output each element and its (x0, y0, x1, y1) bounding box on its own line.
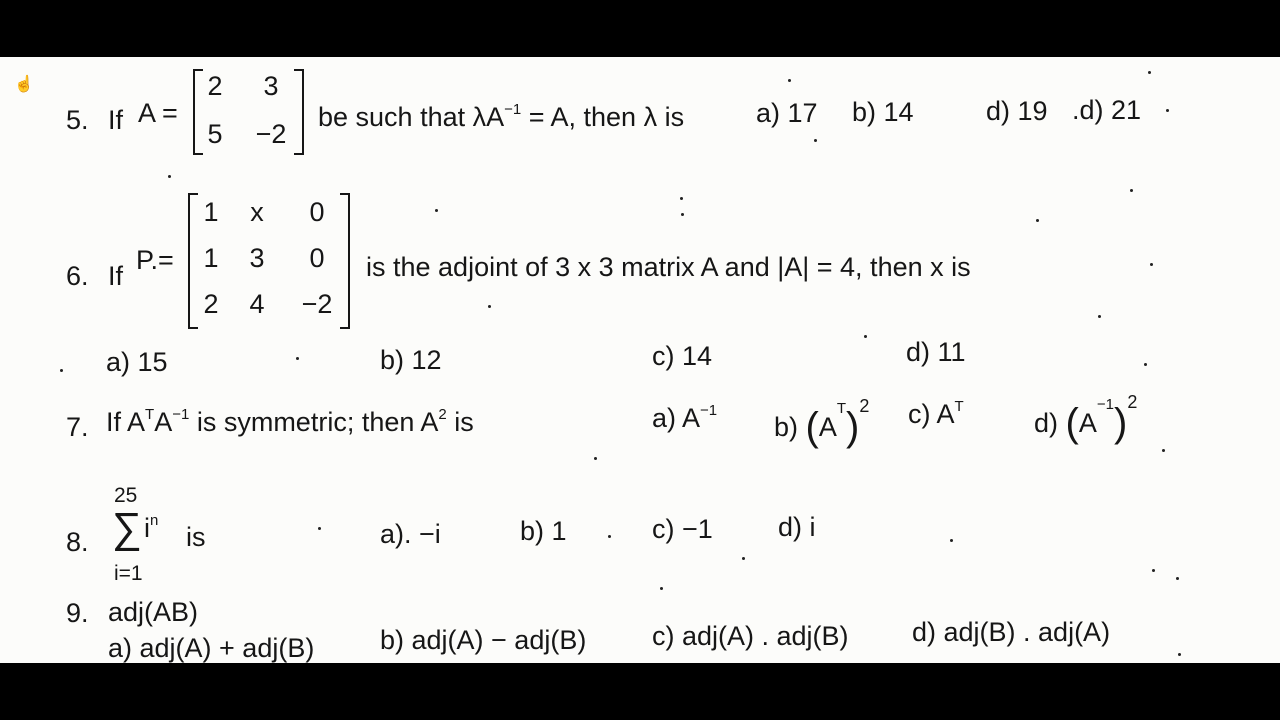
matrix-cell: −2 (255, 119, 287, 149)
question-number: 8. (66, 527, 89, 557)
question-text: be such that $\lambda A^{-1} = A$, then λ is (318, 101, 685, 132)
matrix-cell: 1 (203, 243, 219, 273)
question-text: is (186, 522, 206, 552)
question-text: adj(AB) (108, 597, 199, 627)
option-d: d) $(A^{-1})^2$ (1034, 392, 1138, 445)
option-d: d) adj(B) . adj(A) (912, 617, 1111, 647)
option-a: a). −i (380, 519, 441, 549)
option-b: b) 1 (520, 516, 567, 546)
option-d-second: .d) 21 (1072, 95, 1142, 125)
option-a: a) 15 (106, 347, 168, 377)
if-label: If (108, 105, 124, 135)
option-d: d) 11 (906, 337, 966, 367)
option-c: c) −1 (652, 514, 713, 544)
matrix-name: P.= (136, 245, 174, 275)
sum-upper-limit: 25 (114, 484, 138, 507)
option-c: c) adj(A) . adj(B) (652, 621, 849, 651)
option-a: a) $A^{-1}$ (652, 402, 718, 433)
if-label: If (108, 261, 124, 291)
matrix-cell: 4 (249, 289, 265, 319)
matrix-cell: 2 (207, 71, 223, 101)
worksheet-page (0, 57, 1280, 663)
option-a: a) 17 (756, 98, 818, 128)
option-d: d) 19 (986, 96, 1048, 126)
sum-term: $i^n$ (144, 512, 159, 543)
option-a: a) adj(A) + adj(B) (108, 633, 315, 663)
hand-pointer-icon: ☝ (14, 76, 34, 93)
question-number: 9. (66, 598, 89, 628)
matrix-cell: 0 (309, 197, 325, 227)
option-c: c) 14 (652, 341, 713, 371)
matrix-cell: 1 (203, 197, 219, 227)
option-b: b) 12 (380, 345, 442, 375)
option-c: c) $A^T$ (908, 398, 964, 429)
sum-symbol: ∑ (112, 504, 142, 551)
question-number: 6. (66, 261, 89, 291)
matrix-cell: 5 (207, 119, 223, 149)
question-text: is the adjoint of 3 x 3 matrix A and |A| = 4, then x is (366, 252, 971, 282)
sum-lower-limit: i=1 (114, 562, 143, 585)
matrix-name: A = (138, 98, 178, 128)
option-d: d) i (778, 512, 816, 542)
matrix-right-bracket (294, 69, 304, 155)
matrix-cell: 0 (309, 243, 325, 273)
question-text: If $A^TA^{-1}$ is symmetric; then $A^2$ is (106, 406, 474, 437)
matrix-cell: 3 (263, 71, 279, 101)
matrix-right-bracket (340, 193, 350, 329)
option-b: b) $(A^T)^2$ (774, 396, 870, 449)
question-number: 5. (66, 105, 89, 135)
option-b: b) adj(A) − adj(B) (380, 625, 587, 655)
matrix-cell: 3 (249, 243, 265, 273)
matrix-cell: 2 (203, 289, 219, 319)
option-b: b) 14 (852, 97, 914, 127)
matrix-cell: −2 (301, 289, 333, 319)
matrix-cell: x (250, 197, 264, 227)
question-number: 7. (66, 412, 89, 442)
